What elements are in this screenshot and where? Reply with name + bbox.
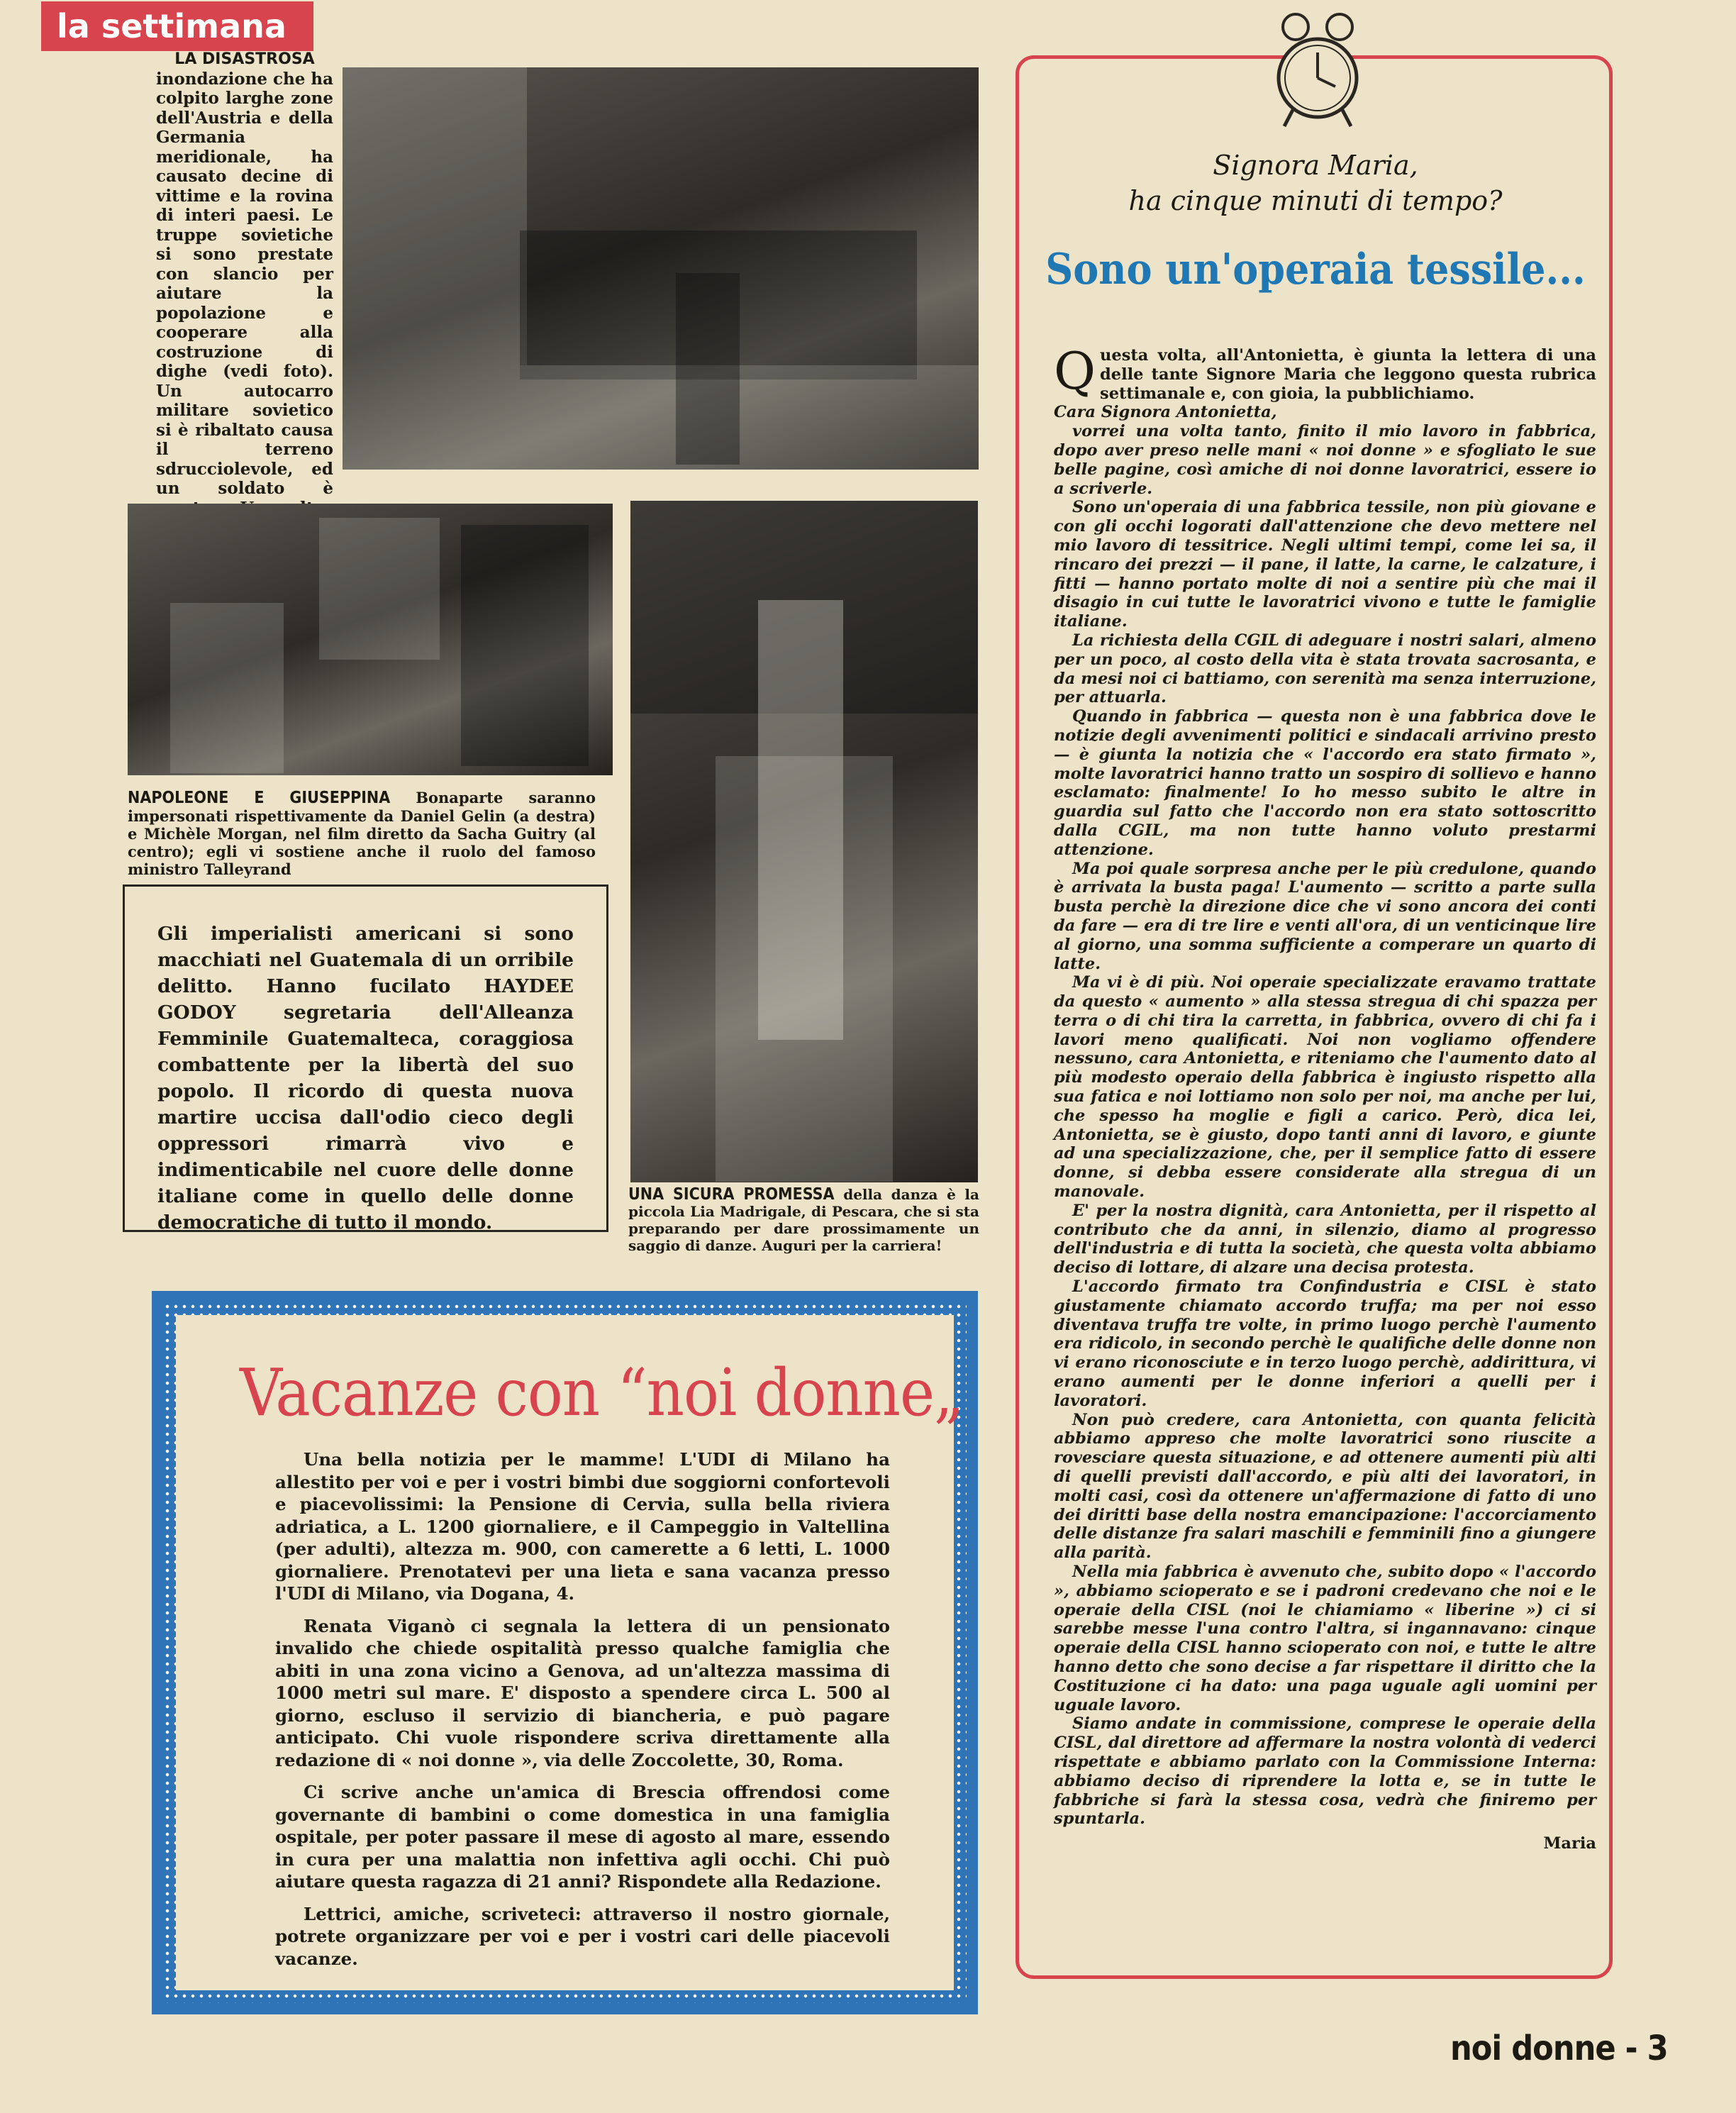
column-headline: Sono un'operaia tessile...	[1045, 245, 1586, 294]
letter-signature: Maria	[1543, 1834, 1596, 1853]
dancer-caption	[628, 1186, 979, 1254]
dancer-photo	[630, 501, 978, 1182]
dancer-caption-lead: UNA SICURA PROMESSA	[628, 1185, 835, 1204]
column-kicker-line: Signora Maria,	[1213, 150, 1418, 181]
vacanze-paragraph: Una bella notizia per le mamme! L'UDI di Milano ha allestito per voi e per i vostri bimbi due soggiorni confortevoli e piacevolissimi: la Pensione di Cervia, sulla bella riviera adriatica, a L. 1200 giornaliere, e il Campeggio in Valtellina (per adulti), altezza m. 900, con camerette a 6 letti, L. 1000 giornaliere. Prenotatevi per una lieta e sana vacanza presso l'UDI di Milano, via Dogana, 4.	[275, 1449, 890, 1604]
alarm-clock-icon	[1272, 7, 1364, 142]
page-footer: noi donne - 3	[1450, 2029, 1668, 2068]
letter-paragraph: Ma poi quale sorpresa anche per le più credulone, quando è arrivata la busta paga! L'aumento — scritto a parte sulla busta perchè la direzione dice che vi sono ancora dei conti da fare — era di tre lire e venti all'ora, di un venticinque lire al giorno, una somma sufficiente a comperare un quarto di latte.	[1054, 859, 1596, 973]
guatemala-text: Gli imperialisti americani si sono macchiati nel Guatemala di un orribile delitto. Hanno fucilato HAYDEE GODOY segretaria dell'Alleanza Femminile Guatemalteca, coraggiosa combattente per la libertà del suo popolo. Il ricordo di questa nuova martire uccisa dall'odio cieco degli oppressori rimarrà vivo e indimenticabile nel cuore delle donne italiane come in quello delle donne democratiche di tutto il mondo.	[157, 923, 574, 1233]
letter-intro-text: uesta volta, all'Antonietta, è giunta la lettera di una delle tante Signore Maria che leggono questa rubrica settimanale e, con gioia, la pubblichiamo.	[1100, 346, 1596, 403]
flood-text: inondazione che ha colpito larghe zone dell'Austria e della Germania meridionale, ha causato decine di vittime e la rovina di interi paesi. Le truppe sovietiche si sono prestate con slancio per aiutare la popolazione e cooperare alla costruzione di dighe (vedi foto). Un autocarro militare sovietico si è ribaltato causa il terreno sdrucciolevole, ed un soldato è	[156, 69, 334, 498]
vacanze-box	[152, 1291, 978, 2014]
vacanze-paragraph: Lettrici, amiche, scriveteci: attraverso il nostro giornale, potrete organizzare per voi e per i vostri cari delle piacevoli vacanze.	[275, 1903, 890, 1969]
film-photo	[128, 504, 613, 775]
letter-paragraph: La richiesta della CGIL di adeguare i nostri salari, almeno per un poco, al costo della vita è stata trovata sacrosanta, e da mesi noi ci battiamo, con serenità ma senza interruzione, per attuarla.	[1054, 631, 1596, 707]
letter-paragraph: vorrei una volta tanto, finito il mio lavoro in fabbrica, dopo aver preso nelle mani « noi donne » e sfogliato le sue belle pagine, così amiche di noi donne lavoratrici, essere io a scriverle.	[1054, 422, 1596, 498]
vacanze-title: Vacanze con “noi donne„	[240, 1355, 964, 1431]
letter-paragraph: Nella mia fabbrica è avvenuto che, subito dopo « l'accordo », abbiamo scioperato e se i padroni credevano che noi e le operaie della CISL (noi le chiamiamo « liberine ») ci si sarebbe messe l'una contro l'altra, si ingannavano: cinque operaie della CISL hanno scioperato con noi, e tutte le altre hanno detto che sono decise a far rispettare il diritto che la Costituzione ci ha dato: una paga uguale agli uomini per uguale lavoro.	[1054, 1563, 1596, 1714]
letter-paragraph: Non può credere, cara Antonietta, con quanta felicità abbiamo appreso che molte lavoratrici sono riuscite a rovesciare questa situazione, e ad ottenere aumenti più alti di quelli previsti dall'accordo, e più alti dei lavoratori, in molti casi, così da ottenere un'affermazione di fatto di uno dei diritti base della nostra emancipazione: l'accorciamento delle distanze fra salari maschili e femminili fino a giungere alla parità.	[1054, 1410, 1596, 1563]
guatemala-box	[123, 884, 608, 1232]
film-caption-text: Bonaparte saranno impersonati rispettivamente da Daniel Gelin (a destra) e Michèle Morgan, nel film diretto da Sacha Guitry (al centro); egli vi sostiene anche il ruolo del famoso ministro Talleyrand	[128, 789, 596, 878]
film-caption	[128, 789, 596, 878]
letter-paragraph: L'accordo firmato tra Confindustria e CISL è stato giustamente chiamato accordo truffa; ma per noi esso diventava truffa tre volte, in primo luogo perchè l'aumento era ridicolo, in secondo perchè le qualifiche delle donne non vi erano riconosciute e in terzo luogo perchè, addirittura, vi erano aumenti per le donne inferiori a quelli per i lavoratori.	[1054, 1277, 1596, 1410]
letter-paragraph: Ma vi è di più. Noi operaie specializzate eravamo trattate da questo « aumento » alla stessa stregua di chi spazza per terra o di chi tira la carretta, in fabbrica, ovvero di chi fa i lavori meno qualificati. Noi non vogliamo offendere nessuno, cara Antonietta, e riteniamo che l'aumento dato al più modesto operaio della fabbrica è ingiusto rispetto alla sua fatica e noi lottiamo non solo per noi, ma anche per lui, che spesso ha moglie e figli a carico. Però, dica lei, Antonietta, se è giusto, dopo tanti anni di lavoro, e giunte ad una specializzazione, che, per il semplice fatto di essere donne, si debba essere considerate alla stregua di un manovale.	[1054, 973, 1596, 1202]
dancer-caption-text: della danza è la piccola Lia Madrigale, di Pescara, che si sta preparando per dare prossimamente un saggio di danze. Auguri per la carriera!	[628, 1186, 979, 1254]
letter-paragraph: Siamo andate in commissione, comprese le operaie della CISL, dal direttore ad affermare la nostra volontà di vederci rispettate e abbiamo parlato con la Commissione Interna: abbiamo deciso di riprendere la lotta e, se in tutte le fabbriche si farà la stessa cosa, vedrà che finiremo per spuntarla.	[1054, 1714, 1596, 1829]
letter-intro	[1054, 341, 1596, 403]
column-kicker	[1039, 148, 1592, 218]
letter-paragraph: Sono un'operaia di una fabbrica tessile, non più giovane e con gli occhi logorati dall'attenzione che devo mettere nel mio lavoro di tessitrice. Negli ultimi tempi, come lei sa, il rincaro dei prezzi — il pane, il latte, la carne, le calzature, i fitti — hanno portato molte di noi a sentire più che mai il disagio in cui tutte le lavoratrici vivono e tutte le famiglie italiane.	[1054, 498, 1596, 631]
vacanze-paragraph: Renata Viganò ci segnala la lettera di un pensionato invalido che chiede ospitalità presso qualche famiglia che abiti in una zona vicino a Genova, ad un'altezza massima di 1000 metri sul mare. E' disposto a spendere circa L. 500 al giorno, escluso il servizio di biancheria, e può pagare anticipato. Chi vuole rispondere scriva direttamente alla redazione di « noi donne », via delle Zoccolette, 30, Roma.	[275, 1615, 890, 1770]
letter-salutation: Cara Signora Antonietta,	[1054, 403, 1277, 422]
letter-body	[1054, 341, 1596, 1853]
column-kicker-line: ha cinque minuti di tempo?	[1128, 185, 1503, 216]
vacanze-content	[176, 1315, 964, 1990]
film-caption-lead: NAPOLEONE E GIUSEPPINA	[128, 789, 391, 807]
section-tag: la settimana	[41, 1, 313, 51]
vacanze-paragraph: Ci scrive anche un'amica di Brescia offrendosi come governante di bambini o come domestica in una famiglia ospitale, per poter passare il mese di agosto al mare, essendo in cura per una malattia non infettiva agli occhi. Chi può aiutare questa ragazza di 21 anni? Rispondete alla Redazione.	[275, 1782, 890, 1892]
letter-paragraph: E' per la nostra dignità, cara Antonietta, per il rispetto al contributo che da anni, in silenzio, diamo al progresso dell'industria e di tutta la società, che questa volta abbiamo deciso di lottare, di alzare una decisa protesta.	[1054, 1201, 1596, 1277]
flood-photo	[343, 67, 979, 470]
letter-paragraph: Quando in fabbrica — questa non è una fabbrica dove le notizie degli avvenimenti politici e sindacali arrivino presto — è giunta la notizia che « l'accordo era stato firmato », molte lavoratrici hanno tratto un sospiro di sollievo e hanno esclamato: finalmente! Io ho messo subito le altre in guardia sul fatto che l'accordo non era stato sottoscritto dalla CGIL, ma non tutte hanno voluto prestarmi attenzione.	[1054, 707, 1596, 859]
drop-cap: Q	[1054, 341, 1096, 401]
flood-heading: LA DISASTROSA	[174, 50, 315, 68]
